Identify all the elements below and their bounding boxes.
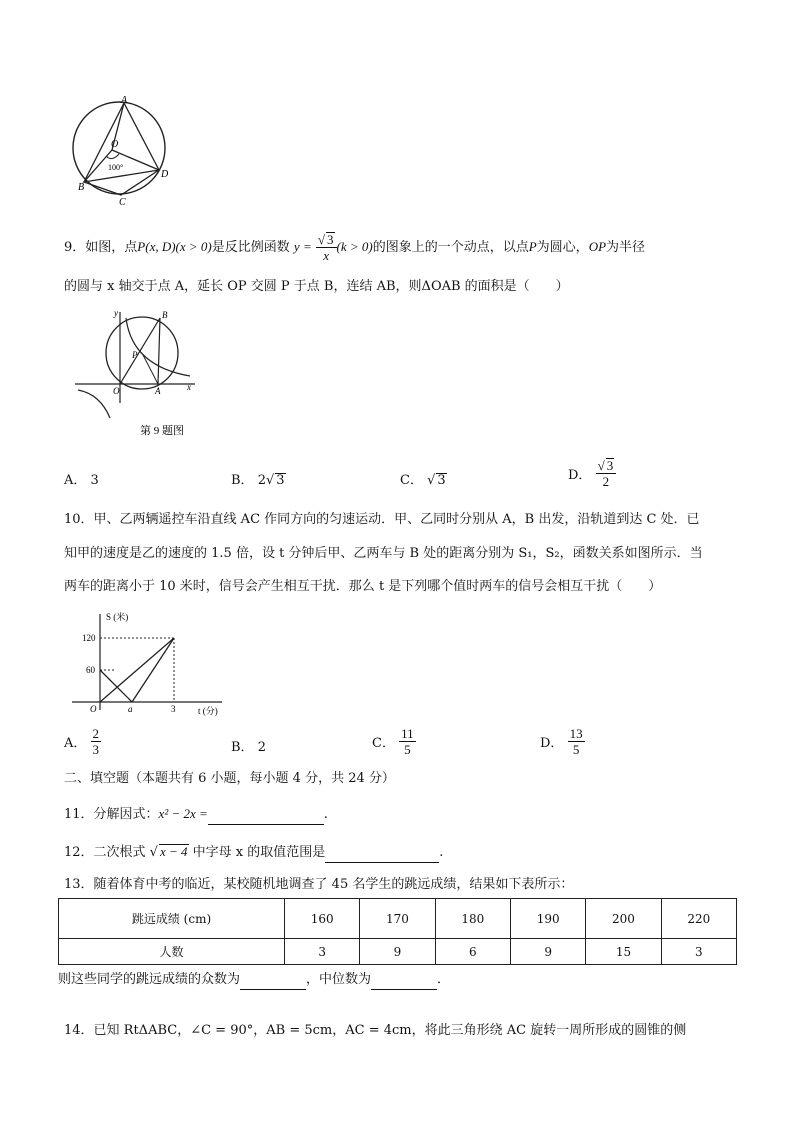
q9-option-c[interactable]: C． √ 3 xyxy=(400,473,446,488)
q11-answer-blank[interactable] xyxy=(208,824,324,825)
fig9-label-b: B xyxy=(162,310,168,320)
q10-line1: 10．甲、乙两辆遥控车沿直线 AC 作同方向的匀速运动．甲、乙同时分别从 A，B 出发，沿轨道到达 C 处．已 xyxy=(64,512,700,527)
fig8-angle-label: 100° xyxy=(108,163,124,172)
q12-line: 12．二次根式 √ x − 4 中字母 x 的取值范围是 . xyxy=(64,843,443,863)
q13-mode-blank[interactable] xyxy=(240,989,306,990)
q13-answer-line: 则这些同学的跳远成绩的众数为 ，中位数为 ． xyxy=(58,970,450,990)
table-cell: 9 xyxy=(510,939,585,965)
table-cell: 15 xyxy=(586,939,661,965)
q10-option-b[interactable]: B． 2 xyxy=(231,740,266,755)
figure-q9 xyxy=(70,308,200,443)
q9-function-fraction: $\frac{√ 3}{x}$ xyxy=(316,232,337,263)
table-cell: 160 xyxy=(285,899,360,939)
section-heading: 二、填空题（本题共有 6 小题，每小题 4 分，共 24 分） xyxy=(64,771,395,786)
q11-line: 11．分解因式：x² − 2x = . xyxy=(64,804,328,825)
fig8-label-o: O xyxy=(111,139,119,150)
fig10-t-label: t (分) xyxy=(198,706,218,716)
table-cell: 跳远成绩 (cm) xyxy=(59,899,285,939)
q9-line1: 9．如图，点P(x, D)(x > 0)是反比例函数 y = $\frac{√ 3}{x}$ (k > 0)的图象上的一个动点，以点P为圆心，OP为半径 xyxy=(64,232,646,263)
fig10-x3: 3 xyxy=(171,704,176,714)
fig10-s-label: S (米) xyxy=(106,612,129,622)
fig9-caption: 第 9 题图 xyxy=(140,425,184,437)
q9-line2: 的圆与 x 轴交于点 A，延长 OP 交圆 P 于点 B，连结 AB，则ΔOAB 的面积是（ ） xyxy=(64,279,569,294)
fig9-label-p: P xyxy=(132,350,138,360)
fig9-label-x: x xyxy=(187,382,191,392)
table-row xyxy=(59,939,737,965)
q13-line: 13．随着体育中考的临近，某校随机地调查了 45 名学生的跳远成绩，结果如下表所示： xyxy=(64,877,574,892)
fig8-label-a: A xyxy=(121,95,128,106)
fig8-label-b: B xyxy=(78,182,85,193)
figure-q10 xyxy=(62,610,232,722)
table-cell: 3 xyxy=(661,939,736,965)
q10-line2: 知甲的速度是乙的速度的 1.5 倍，设 t 分钟后甲、乙两车与 B 处的距离分别为 S₁，S₂，函数关系如图所示．当 xyxy=(64,546,703,561)
table-cell: 170 xyxy=(360,899,435,939)
q10-line3: 两车的距离小于 10 米时，信号会产生相互干扰．那么 t 是下列哪个值时两车的信号会相互干扰（ ） xyxy=(64,579,662,594)
fig9-label-y: y xyxy=(114,308,118,318)
table-cell: 9 xyxy=(360,939,435,965)
table-cell: 200 xyxy=(586,899,661,939)
table-header-row xyxy=(59,899,737,939)
table-cell: 人数 xyxy=(59,939,285,965)
table-cell: 3 xyxy=(285,939,360,965)
fig10-y60: 60 xyxy=(86,665,95,675)
figure-q8 xyxy=(66,92,176,207)
fig10-a: a xyxy=(128,704,133,714)
q10-option-c[interactable]: C． $\frac{11}{5}$ xyxy=(372,726,414,757)
jump-score-table xyxy=(58,898,737,965)
q9-number: 9． xyxy=(64,240,86,255)
fig10-origin: O xyxy=(90,704,97,714)
fig8-label-c: C xyxy=(119,197,126,207)
q14-line: 14．已知 RtΔABC，∠C = 90°，AB = 5cm，AC = 4cm，将此三角形绕 AC 旋转一周所形成的圆锥的侧 xyxy=(64,1023,687,1038)
q9-option-a[interactable]: A． 3 xyxy=(64,473,99,488)
fig9-label-a: A xyxy=(155,386,161,396)
table-cell: 6 xyxy=(435,939,510,965)
table-cell: 190 xyxy=(510,899,585,939)
table-cell: 180 xyxy=(435,899,510,939)
fig9-label-o: O xyxy=(113,386,120,396)
q10-option-d[interactable]: D． $\frac{13}{5}$ xyxy=(540,726,583,757)
q10-option-a[interactable]: A． $\frac{2}{3}$ xyxy=(64,726,100,757)
fig8-label-d: D xyxy=(161,169,169,180)
q12-answer-blank[interactable] xyxy=(325,862,439,863)
q9-option-b[interactable]: B． 2√ 3 xyxy=(231,473,285,488)
table-cell: 220 xyxy=(661,899,736,939)
fig10-y120: 120 xyxy=(82,633,96,643)
q9-option-d[interactable]: D． $\frac{√ 3}{2}$ xyxy=(568,458,616,489)
q13-median-blank[interactable] xyxy=(371,989,437,990)
